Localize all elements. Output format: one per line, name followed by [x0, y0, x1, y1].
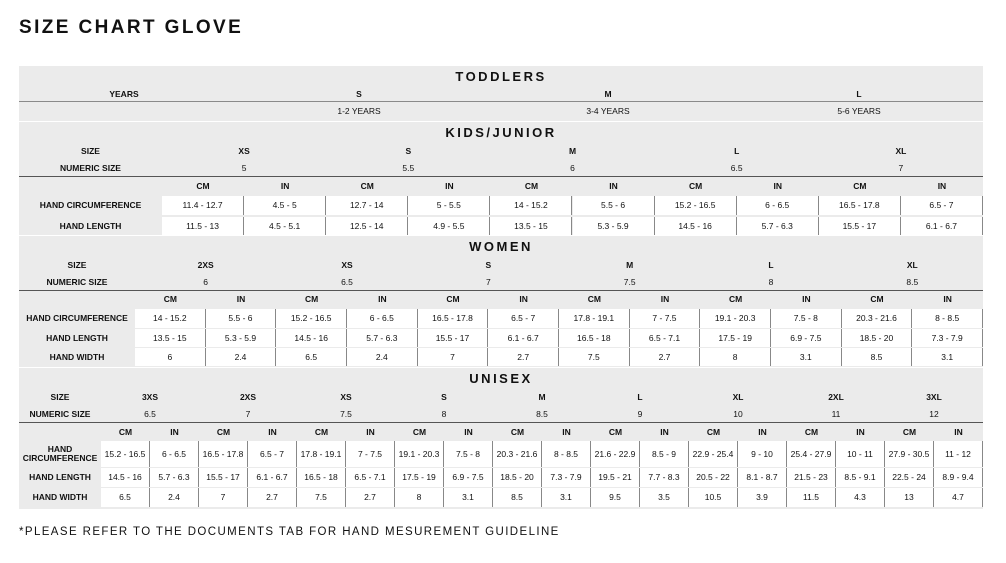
unit-cm-header: CM: [804, 426, 819, 437]
numeric-size-value: 6.5: [144, 409, 156, 419]
size-header: 2XS: [239, 392, 257, 402]
unit-cm-header: CM: [524, 181, 539, 191]
size-header: S: [405, 146, 412, 156]
measurement-cell: 14.5 - 16: [101, 468, 150, 487]
women-row-hand_width: [19, 348, 983, 366]
numeric-size-value: 6: [203, 277, 209, 287]
measurement-cell: 5.5 - 6: [206, 309, 277, 328]
measurement-cell: 19.5 - 21: [591, 468, 640, 487]
size-header: L: [856, 88, 862, 99]
measurement-cell: 8: [395, 488, 444, 507]
measurement-cell: 5 - 5.5: [408, 196, 490, 215]
size-header: XS: [341, 260, 353, 270]
measurement-cell: 16.5 - 17.8: [418, 309, 489, 328]
measurement-cell: 22.5 - 24: [885, 468, 934, 487]
measurement-cell: 6: [135, 348, 206, 366]
unit-cm-header: CM: [510, 426, 525, 437]
hand-length-label: HAND LENGTH: [29, 472, 91, 482]
size-header: XS: [340, 392, 352, 402]
kids-row-hand_length: [19, 217, 983, 235]
measurement-cell: 4.5 - 5.1: [244, 217, 326, 235]
numeric-size-value: 7.5: [623, 277, 636, 287]
size-header: 2XS: [197, 260, 214, 270]
unit-in-header: IN: [609, 181, 618, 191]
measurement-cell: 5.3 - 5.9: [573, 217, 655, 235]
measurement-cell: 11.5: [787, 488, 836, 507]
unit-cm-header: CM: [608, 426, 623, 437]
unit-in-header: IN: [519, 294, 528, 304]
measurement-cell: 14.5 - 16: [655, 217, 737, 235]
size-label: SIZE: [67, 260, 87, 270]
hand-width-label: HAND WIDTH: [49, 351, 105, 362]
measurement-cell: 25.4 - 27.9: [787, 441, 836, 467]
numeric-size-value: 12: [929, 409, 939, 419]
measurement-cell: 8.5 - 9: [640, 441, 689, 467]
unit-in-header: IN: [802, 294, 811, 304]
numeric-size-value: 7.5: [340, 409, 352, 419]
size-header: S: [356, 88, 362, 99]
numeric-size-label: NUMERIC SIZE: [60, 163, 121, 173]
measurement-cell: 12.7 - 14: [326, 196, 408, 215]
unit-cm-header: CM: [412, 426, 427, 437]
measurement-cell: 17.5 - 19: [395, 468, 444, 487]
measurement-cell: 6.5 - 7: [248, 441, 297, 467]
size-header: M: [604, 88, 612, 99]
size-header: 3XL: [926, 392, 942, 402]
hand-circumference-label: HAND CIRCUMFERENCE: [22, 444, 98, 463]
kids-section: [19, 122, 983, 235]
measurement-cell: 6.1 - 6.7: [488, 329, 559, 347]
numeric-size-value: 5.5: [402, 163, 415, 173]
measurement-cell: 8.5: [842, 348, 913, 366]
measurement-cell: 8.5: [493, 488, 542, 507]
unit-in-header: IN: [954, 426, 963, 437]
size-header: M: [568, 146, 577, 156]
unit-in-header: IN: [937, 181, 947, 191]
measurement-cell: 7 - 7.5: [346, 441, 395, 467]
measurement-cell: 8 - 8.5: [542, 441, 591, 467]
measurement-cell: 16.5 - 18: [297, 468, 346, 487]
women-row-units: [19, 292, 983, 307]
unisex-title: UNISEX: [469, 371, 533, 386]
numeric-size-value: 10: [733, 409, 743, 419]
numeric-size-value: 7: [898, 163, 904, 173]
women-row-hand_circumference: [19, 309, 983, 328]
hand-length-label: HAND LENGTH: [59, 220, 122, 231]
numeric-size-label: NUMERIC SIZE: [29, 409, 91, 419]
unit-cm-header: CM: [902, 426, 917, 437]
unit-in-header: IN: [562, 426, 571, 437]
measurement-cell: 4.5 - 5: [244, 196, 326, 215]
women-title: WOMEN: [469, 239, 533, 254]
measurement-cell: 14 - 15.2: [490, 196, 572, 215]
measurement-cell: 15.2 - 16.5: [101, 441, 150, 467]
measurement-cell: 2.4: [150, 488, 199, 507]
size-header: S: [485, 260, 492, 270]
measurement-cell: 11.4 - 12.7: [162, 196, 244, 215]
measurement-cell: 15.2 - 16.5: [276, 309, 347, 328]
measurement-cell: 8.9 - 9.4: [934, 468, 983, 487]
measurement-cell: 5.7 - 6.3: [737, 217, 819, 235]
size-header: XL: [732, 392, 744, 402]
measurement-cell: 17.5 - 19: [700, 329, 771, 347]
hand-width-label: HAND WIDTH: [32, 492, 88, 502]
size-header: XL: [906, 260, 918, 270]
measurement-cell: 17.8 - 19.1: [559, 309, 630, 328]
unisex-row-numeric: [19, 407, 983, 423]
women-row-hand_length: [19, 329, 983, 347]
measurement-cell: 3.1: [912, 348, 983, 366]
measurement-cell: 16.5 - 17.8: [819, 196, 901, 215]
size-header: L: [768, 260, 774, 270]
unisex-row-hand_length: [19, 468, 983, 487]
measurement-cell: 16.5 - 18: [559, 329, 630, 347]
unit-cm-header: CM: [446, 294, 460, 304]
measurement-cell: 20.3 - 21.6: [493, 441, 542, 467]
measurement-cell: 15.5 - 17: [819, 217, 901, 235]
measurement-cell: 7.5 - 8: [771, 309, 842, 328]
measurement-cell: 6.5 - 7.1: [630, 329, 701, 347]
toddlers-title: TODDLERS: [455, 69, 547, 84]
measurement-cell: 2.4: [206, 348, 277, 366]
measurement-cell: 7 - 7.5: [630, 309, 701, 328]
unisex-section: [19, 368, 983, 509]
numeric-size-value: 6.5: [730, 163, 743, 173]
measurement-cell: 27.9 - 30.5: [885, 441, 934, 467]
unit-in-header: IN: [943, 294, 952, 304]
measurement-cell: 6.5 - 7: [901, 196, 983, 215]
measurement-cell: 7.5 - 8: [444, 441, 493, 467]
size-header: XS: [238, 146, 250, 156]
measurement-cell: 6.5: [276, 348, 347, 366]
measurement-cell: 15.5 - 17: [199, 468, 248, 487]
unisex-row-units: [19, 425, 983, 439]
kids-row-sizes: [19, 144, 983, 159]
measurement-cell: 8.5 - 9.1: [836, 468, 885, 487]
measurement-cell: 2.7: [248, 488, 297, 507]
years-value: 1-2 YEARS: [337, 106, 381, 116]
measurement-cell: 4.3: [836, 488, 885, 507]
unit-cm-header: CM: [118, 426, 133, 437]
unit-cm-header: CM: [870, 294, 884, 304]
unit-in-header: IN: [378, 294, 387, 304]
measurement-cell: 2.4: [347, 348, 418, 366]
measurement-cell: 20.5 - 22: [689, 468, 738, 487]
measurement-cell: 5.7 - 6.3: [347, 329, 418, 347]
measurement-cell: 8: [700, 348, 771, 366]
measurement-cell: 7.5: [297, 488, 346, 507]
toddlers-row-sizes: [19, 87, 983, 102]
size-label: SIZE: [81, 146, 100, 156]
measurement-cell: 7: [199, 488, 248, 507]
measurement-cell: 6.5 - 7.1: [346, 468, 395, 487]
unit-cm-header: CM: [216, 426, 231, 437]
numeric-size-value: 8: [441, 409, 447, 419]
numeric-size-value: 6.5: [341, 277, 353, 287]
measurement-cell: 7: [418, 348, 489, 366]
numeric-size-value: 7: [485, 277, 491, 287]
measurement-cell: 5.5 - 6: [573, 196, 655, 215]
unit-in-header: IN: [445, 181, 454, 191]
measurement-cell: 21.6 - 22.9: [591, 441, 640, 467]
numeric-size-value: 7: [245, 409, 251, 419]
measurement-cell: 4.7: [934, 488, 983, 507]
measurement-cell: 22.9 - 25.4: [689, 441, 738, 467]
measurement-cell: 9.5: [591, 488, 640, 507]
unit-cm-header: CM: [314, 426, 329, 437]
footnote: *PLEASE REFER TO THE DOCUMENTS TAB FOR HAND MESUREMENT GUIDELINE: [19, 526, 560, 538]
size-header: L: [734, 146, 740, 156]
kids-row-hand_circumference: [19, 196, 983, 215]
size-header: L: [637, 392, 643, 402]
measurement-cell: 18.5 - 20: [842, 329, 913, 347]
unit-cm-header: CM: [689, 181, 703, 191]
measurement-cell: 2.7: [488, 348, 559, 366]
unisex-row-hand_width: [19, 488, 983, 507]
measurement-cell: 11 - 12: [934, 441, 983, 467]
measurement-cell: 16.5 - 17.8: [199, 441, 248, 467]
measurement-cell: 13.5 - 15: [490, 217, 572, 235]
unit-in-header: IN: [758, 426, 767, 437]
kids-row-units: [19, 179, 983, 194]
measurement-cell: 6.9 - 7.5: [444, 468, 493, 487]
kids-row-numeric: [19, 161, 983, 177]
measurement-cell: 5.3 - 5.9: [206, 329, 277, 347]
measurement-cell: 19.1 - 20.3: [395, 441, 444, 467]
unit-cm-header: CM: [305, 294, 319, 304]
measurement-cell: 15.5 - 17: [418, 329, 489, 347]
numeric-size-value: 8: [768, 277, 774, 287]
unisex-row-hand_circumference: [19, 441, 983, 467]
measurement-cell: 14 - 15.2: [135, 309, 206, 328]
measurement-cell: 6.5: [101, 488, 150, 507]
hand-length-label: HAND LENGTH: [46, 332, 108, 343]
unit-in-header: IN: [773, 181, 782, 191]
unit-cm-header: CM: [706, 426, 721, 437]
years-label: YEARS: [109, 88, 139, 99]
measurement-cell: 13.5 - 15: [135, 329, 206, 347]
numeric-size-label: NUMERIC SIZE: [46, 277, 108, 287]
measurement-cell: 12.5 - 14: [326, 217, 408, 235]
unit-cm-header: CM: [853, 181, 867, 191]
hand-circumference-label: HAND CIRCUMFERENCE: [39, 200, 142, 210]
years-value: 5-6 YEARS: [837, 106, 881, 116]
numeric-size-value: 9: [637, 409, 643, 419]
size-header: S: [441, 392, 447, 402]
size-header: M: [626, 260, 634, 270]
unisex-row-sizes: [19, 390, 983, 405]
unit-cm-header: CM: [196, 181, 210, 191]
measurement-cell: 9 - 10: [738, 441, 787, 467]
unit-in-header: IN: [856, 426, 865, 437]
measurement-cell: 7.7 - 8.3: [640, 468, 689, 487]
unit-in-header: IN: [236, 294, 246, 304]
numeric-size-value: 8.5: [906, 277, 919, 287]
measurement-cell: 3.1: [771, 348, 842, 366]
measurement-cell: 15.2 - 16.5: [655, 196, 737, 215]
unit-in-header: IN: [268, 426, 277, 437]
measurement-cell: 2.7: [346, 488, 395, 507]
measurement-cell: 19.1 - 20.3: [700, 309, 771, 328]
unit-in-header: IN: [170, 426, 179, 437]
numeric-size-value: 11: [831, 409, 841, 419]
measurement-cell: 7.3 - 7.9: [542, 468, 591, 487]
numeric-size-value: 6: [570, 163, 575, 173]
measurement-cell: 3.5: [640, 488, 689, 507]
measurement-cell: 10 - 11: [836, 441, 885, 467]
measurement-cell: 6.1 - 6.7: [248, 468, 297, 487]
toddlers-row-years: [19, 104, 983, 119]
size-header: 3XS: [141, 392, 159, 402]
women-section: [19, 236, 983, 367]
measurement-cell: 3.1: [542, 488, 591, 507]
size-label: SIZE: [50, 392, 70, 402]
measurement-cell: 7.5: [559, 348, 630, 366]
unit-cm-header: CM: [360, 181, 374, 191]
measurement-cell: 11.5 - 13: [162, 217, 244, 235]
measurement-cell: 6 - 6.5: [150, 441, 199, 467]
measurement-cell: 18.5 - 20: [493, 468, 542, 487]
measurement-cell: 14.5 - 16: [276, 329, 347, 347]
measurement-cell: 21.5 - 23: [787, 468, 836, 487]
measurement-cell: 7.3 - 7.9: [912, 329, 983, 347]
unit-in-header: IN: [464, 426, 473, 437]
page-title: SIZE CHART GLOVE: [19, 17, 244, 38]
size-header: M: [538, 392, 546, 402]
measurement-cell: 6 - 6.5: [737, 196, 819, 215]
measurement-cell: 3.9: [738, 488, 787, 507]
women-row-sizes: [19, 258, 983, 273]
toddlers-section: [19, 66, 983, 121]
numeric-size-value: 5: [241, 163, 247, 173]
measurement-cell: 17.8 - 19.1: [297, 441, 346, 467]
measurement-cell: 6.5 - 7: [488, 309, 559, 328]
measurement-cell: 6.1 - 6.7: [901, 217, 983, 235]
measurement-cell: 5.7 - 6.3: [150, 468, 199, 487]
unit-in-header: IN: [660, 426, 669, 437]
measurement-cell: 13: [885, 488, 934, 507]
unit-in-header: IN: [280, 181, 290, 191]
measurement-cell: 8 - 8.5: [912, 309, 983, 328]
measurement-cell: 10.5: [689, 488, 738, 507]
measurement-cell: 20.3 - 21.6: [842, 309, 913, 328]
measurement-cell: 6.9 - 7.5: [771, 329, 842, 347]
size-header: 2XL: [828, 392, 844, 402]
unit-cm-header: CM: [163, 294, 177, 304]
measurement-cell: 2.7: [630, 348, 701, 366]
years-value: 3-4 YEARS: [586, 106, 630, 116]
unit-cm-header: CM: [587, 294, 601, 304]
women-row-numeric: [19, 275, 983, 291]
measurement-cell: 4.9 - 5.5: [408, 217, 490, 235]
unit-in-header: IN: [660, 294, 670, 304]
numeric-size-value: 8.5: [536, 409, 548, 419]
unit-in-header: IN: [366, 426, 375, 437]
measurement-cell: 3.1: [444, 488, 493, 507]
unit-cm-header: CM: [729, 294, 743, 304]
measurement-cell: 8.1 - 8.7: [738, 468, 787, 487]
measurement-cell: 6 - 6.5: [347, 309, 418, 328]
hand-circumference-label: HAND CIRCUMFERENCE: [26, 313, 128, 323]
kids-title: KIDS/JUNIOR: [445, 125, 557, 140]
size-header: XL: [895, 146, 907, 156]
